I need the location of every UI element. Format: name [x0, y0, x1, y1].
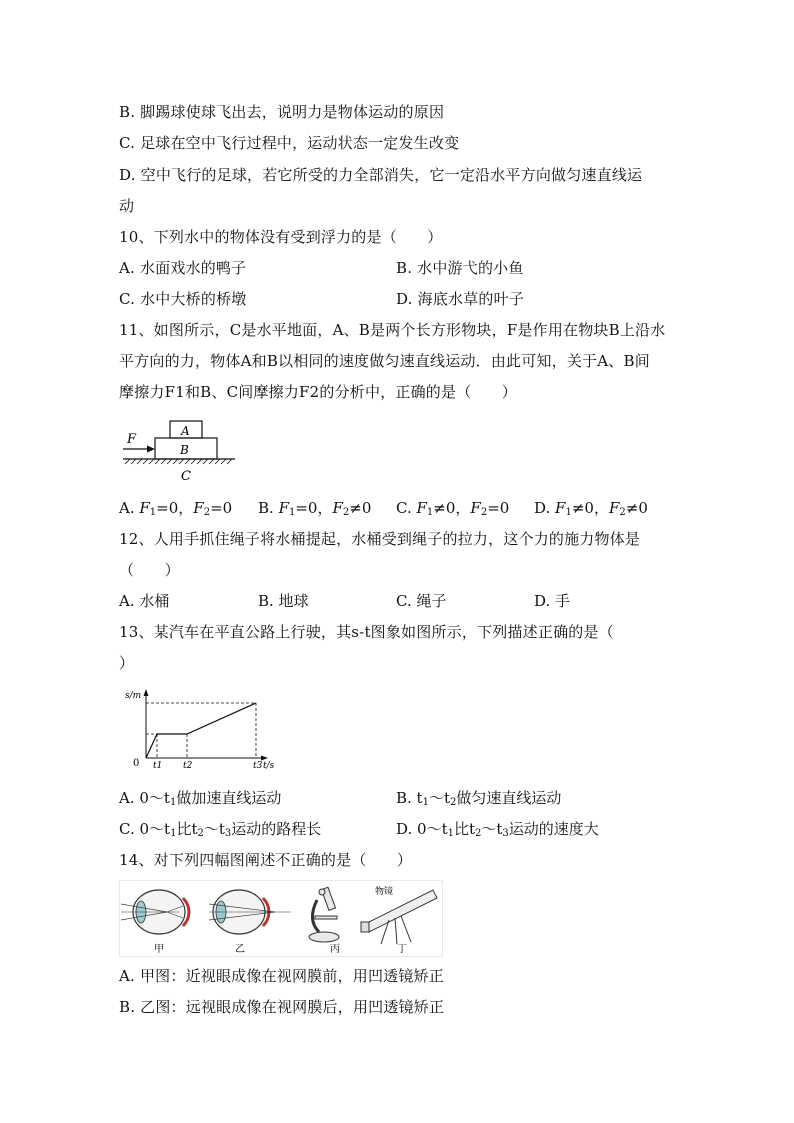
- q9-option-b: B. 脚踢球使球飞出去，说明力是物体运动的原因: [119, 103, 445, 121]
- force-arrow-head: [147, 446, 155, 453]
- q10-option-b: B. 水中游弋的小鱼: [396, 259, 524, 277]
- q11-option-c: C. $F_1\ne 0$，$F_2=0$: [396, 499, 510, 518]
- x-axis-label: t/s: [263, 761, 275, 771]
- label-yi: 乙: [235, 944, 245, 955]
- q14-option-b: B. 乙图：远视眼成像在视网膜后，用凹透镜矫正: [119, 998, 445, 1016]
- label-ding: 丁: [397, 944, 407, 955]
- q10-stem: 10、下列水中的物体没有受到浮力的是（ ）: [119, 228, 443, 246]
- q13-stem-line1: 13、某汽车在平直公路上行驶，其s-t图象如图所示，下列描述正确的是（: [119, 623, 614, 641]
- q10-option-a: A. 水面戏水的鸭子: [119, 259, 247, 277]
- t3-label: t3: [253, 761, 263, 771]
- q11-blocks-figure: [119, 414, 237, 486]
- q12-stem-line1: 12、人用手抓住绳子将水桶提起，水桶受到绳子的拉力，这个力的施力物体是: [119, 530, 641, 548]
- graph-line: [146, 703, 256, 758]
- q9-option-d-line2: 动: [119, 197, 135, 215]
- ground-c-label: C: [181, 469, 191, 484]
- origin-label: 0: [133, 758, 140, 769]
- q12-option-b: B. 地球: [258, 592, 309, 610]
- label-jia: 甲: [154, 944, 164, 955]
- q13-option-c: C. $0\sim t_1$比$t_2\sim t_3$运动的路程长: [119, 820, 322, 839]
- t1-label: t1: [153, 761, 163, 771]
- q11-stem-line2: 平方向的力，物体A和B以相同的速度做匀速直线运动．由此可知，关于A、B间: [119, 352, 650, 370]
- block-b-label: B: [180, 443, 189, 457]
- label-bing: 丙: [330, 944, 340, 955]
- q12-stem-line2: （ ）: [119, 561, 180, 579]
- q11-stem-line1: 11、如图所示，C是水平地面，A、B是两个长方形物块，F是作用在物块B上沿水: [119, 321, 666, 339]
- force-label: F: [127, 432, 137, 447]
- microscope-icon: [309, 887, 339, 942]
- guide-lines: [146, 703, 256, 758]
- q12-option-c: C. 绳子: [396, 592, 447, 610]
- ground-hatch: [125, 459, 232, 464]
- q13-option-b: B. $t_1\sim t_2$做匀速直线运动: [396, 789, 562, 808]
- block-a-label: A: [181, 424, 190, 438]
- label-objective-lens: 物镜: [375, 887, 394, 897]
- eye-jia-icon: [121, 890, 189, 934]
- q11-option-a: A. $F_1=0$，$F_2=0$: [119, 499, 233, 518]
- telescope-icon: [361, 890, 437, 944]
- q9-option-c: C. 足球在空中飞行过程中，运动状态一定发生改变: [119, 134, 460, 152]
- q11-stem-line3: 摩擦力F1和B、C间摩擦力F2的分析中，正确的是（ ）: [119, 383, 518, 401]
- q13-st-graph: [119, 686, 279, 772]
- y-axis-label: s/m: [125, 691, 142, 701]
- q14-optics-figure: [119, 880, 443, 957]
- q11-option-b: B. $F_1=0$，$F_2\ne 0$: [258, 499, 372, 518]
- q14-stem: 14、对下列四幅图阐述不正确的是（ ）: [119, 851, 413, 869]
- q10-option-d: D. 海底水草的叶子: [396, 290, 525, 308]
- q11-option-d: D. $F_1\ne 0$，$F_2\ne 0$: [534, 499, 648, 518]
- q13-option-a: A. $0\sim t_1$做加速直线运动: [119, 789, 282, 808]
- t2-label: t2: [183, 761, 193, 771]
- q13-stem-line2: ）: [119, 654, 135, 672]
- q10-option-c: C. 水中大桥的桥墩: [119, 290, 247, 308]
- q12-option-a: A. 水桶: [119, 592, 170, 610]
- q13-option-d: D. $0\sim t_1$比$t_2\sim t_3$运动的速度大: [396, 820, 599, 839]
- q14-option-a: A. 甲图：近视眼成像在视网膜前，用凹透镜矫正: [119, 967, 444, 985]
- x-axis-arrow: [261, 756, 268, 761]
- eye-yi-icon: [209, 890, 291, 934]
- y-axis-arrow: [144, 689, 149, 696]
- q12-option-d: D. 手: [534, 592, 571, 610]
- q9-option-d-line1: D. 空中飞行的足球，若它所受的力全部消失，它一定沿水平方向做匀速直线运: [119, 166, 643, 184]
